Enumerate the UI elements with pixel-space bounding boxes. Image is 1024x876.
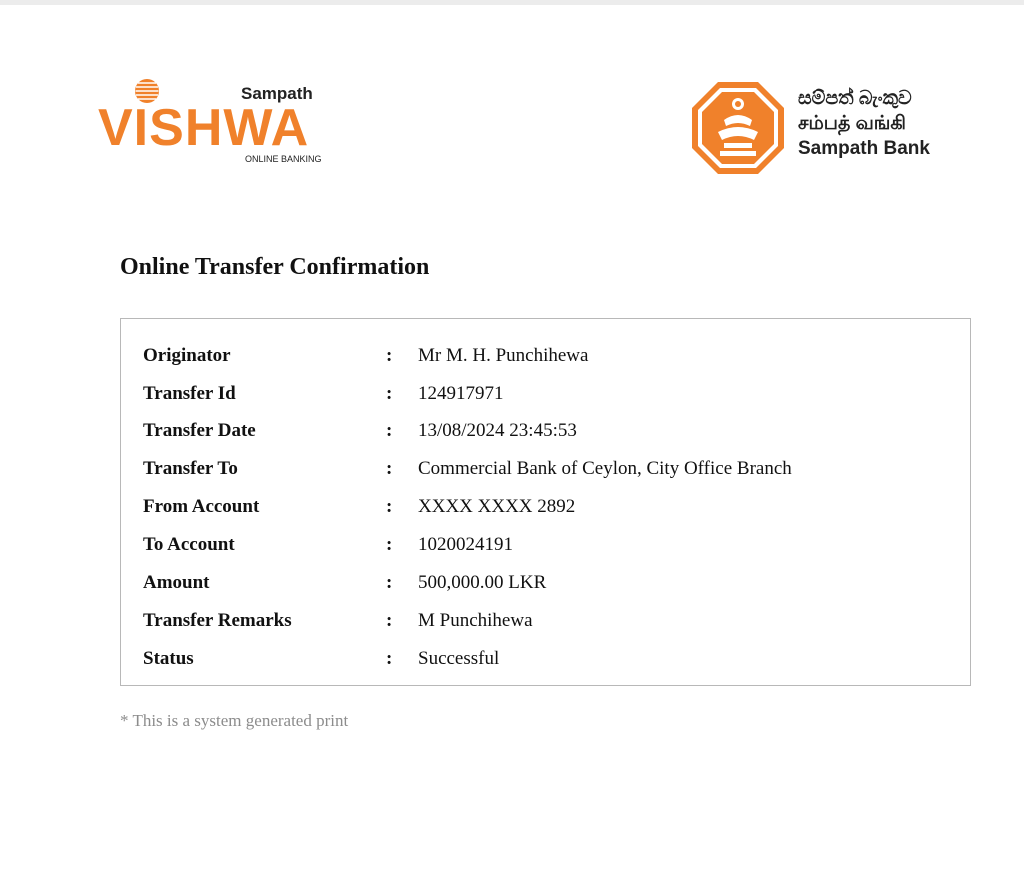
- detail-separator: :: [386, 420, 393, 441]
- vishwa-brand-word: VISHWA: [98, 99, 310, 157]
- detail-separator: :: [386, 345, 393, 366]
- transfer-details-box: [120, 318, 971, 686]
- detail-row-transfer-id: [143, 382, 943, 420]
- bank-emblem-icon: [690, 80, 786, 176]
- detail-value: XXXX XXXX 2892: [418, 496, 576, 517]
- bank-name-sinhala: සම්පත් බැංකුව: [798, 88, 912, 109]
- detail-label: Status: [143, 648, 194, 669]
- bank-name-english: Sampath Bank: [798, 138, 930, 159]
- detail-value: 1020024191: [418, 534, 513, 555]
- detail-label: To Account: [143, 534, 235, 555]
- detail-label: Transfer Date: [143, 420, 256, 441]
- bank-name-tamil: சம்பத் வங்கி: [798, 113, 906, 134]
- detail-row-transfer-date: [143, 419, 943, 457]
- detail-separator: :: [386, 383, 393, 404]
- document-title: Online Transfer Confirmation: [120, 254, 430, 280]
- detail-row-transfer-to: [143, 457, 943, 495]
- detail-value: Mr M. H. Punchihewa: [418, 345, 589, 366]
- detail-label: Transfer To: [143, 458, 238, 479]
- detail-label: From Account: [143, 496, 260, 517]
- sampath-bank-logo: [690, 80, 950, 176]
- detail-value: Commercial Bank of Ceylon, City Office Branch: [418, 458, 792, 479]
- vishwa-logo: [98, 74, 343, 174]
- detail-separator: :: [386, 610, 393, 631]
- detail-value: M Punchihewa: [418, 610, 533, 631]
- detail-value: 13/08/2024 23:45:53: [418, 420, 577, 441]
- detail-row-transfer-remarks: [143, 609, 943, 647]
- detail-label: Originator: [143, 345, 231, 366]
- detail-separator: :: [386, 496, 393, 517]
- detail-row-from-account: [143, 495, 943, 533]
- detail-label: Amount: [143, 572, 210, 593]
- detail-row-to-account: [143, 533, 943, 571]
- detail-value: Successful: [418, 648, 500, 669]
- system-generated-footnote: * This is a system generated print: [120, 711, 349, 730]
- detail-separator: :: [386, 648, 393, 669]
- detail-row-status: [143, 647, 943, 685]
- detail-label: Transfer Id: [143, 383, 236, 404]
- detail-separator: :: [386, 572, 393, 593]
- detail-row-amount: [143, 571, 943, 609]
- detail-value: 500,000.00 LKR: [418, 572, 547, 593]
- top-strip: [0, 0, 1024, 5]
- vishwa-brand-top: Sampath: [241, 84, 313, 103]
- detail-row-originator: [143, 344, 943, 382]
- detail-separator: :: [386, 458, 393, 479]
- detail-separator: :: [386, 534, 393, 555]
- detail-value: 124917971: [418, 383, 504, 404]
- vishwa-brand-sub: ONLINE BANKING: [245, 154, 322, 164]
- detail-label: Transfer Remarks: [143, 610, 292, 631]
- bank-names: [798, 86, 930, 161]
